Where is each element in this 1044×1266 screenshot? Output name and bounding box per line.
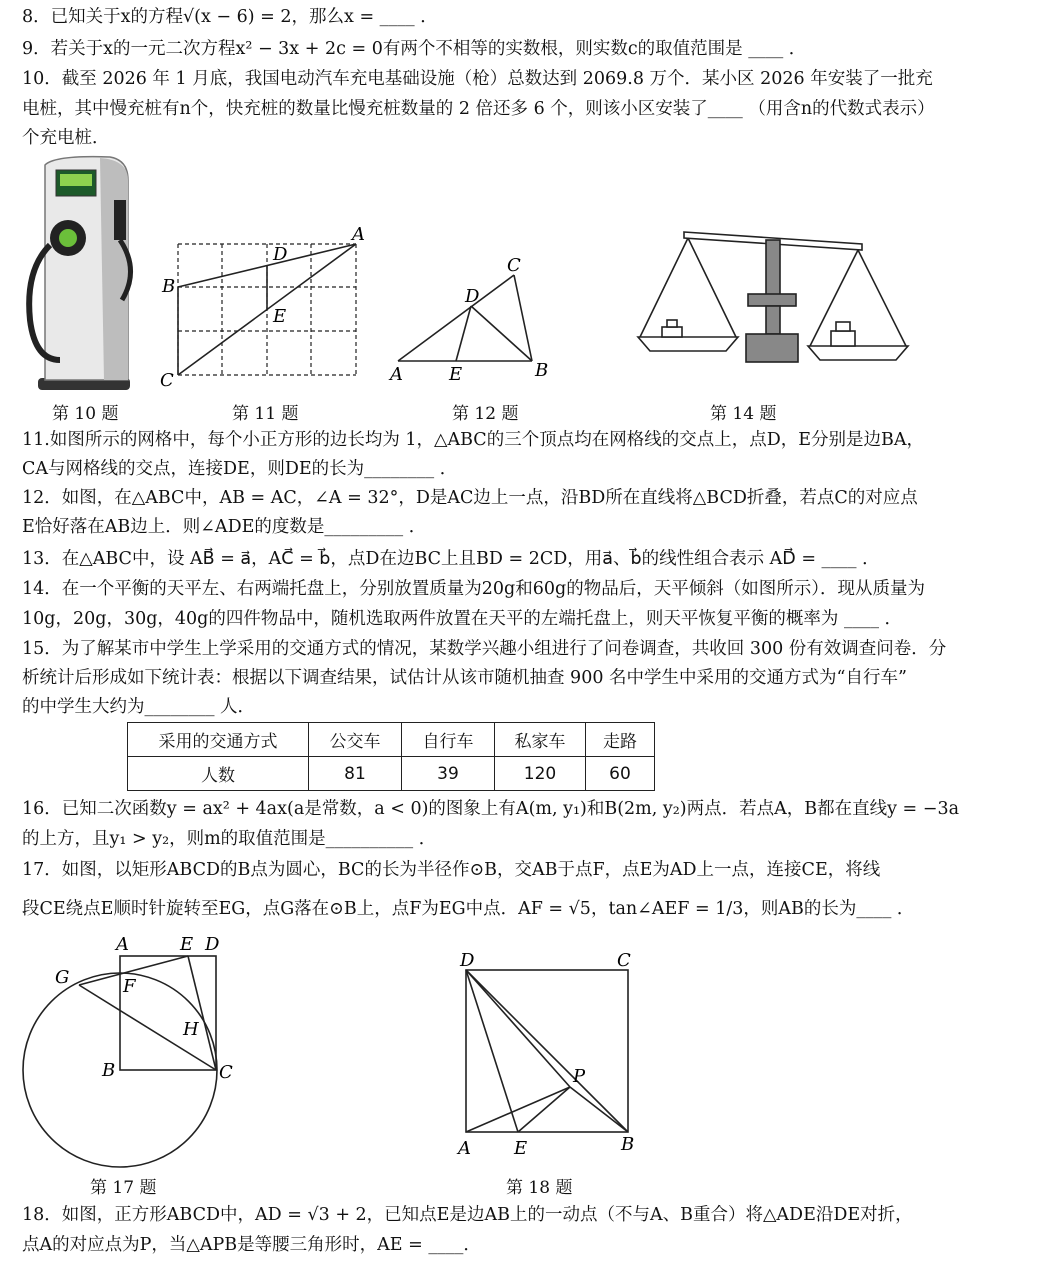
fig18-label-b: B xyxy=(621,1134,635,1155)
table-header-cell: 采用的交通方式 xyxy=(128,723,309,757)
fig18-label-p: P xyxy=(573,1066,586,1087)
fig18-label-c: C xyxy=(617,950,631,971)
table-cell: 81 xyxy=(309,757,402,791)
caption-fig-18: 第 18 题 xyxy=(506,1178,573,1198)
question-12-line-1: 12．如图，在△ABC中，AB = AC，∠A = 32°，D是AC边上一点，沿BD所在直线将△BCD折叠，若点C的对应点 xyxy=(22,488,918,508)
question-18-line-1: 18．如图，正方形ABCD中，AD = √3 + 2，已知点E是边AB上的一动点（不与A、B重合）将△ADE沿DE对折， xyxy=(22,1205,913,1225)
circle-rectangle-figure-17 xyxy=(23,956,217,1167)
question-9: 9．若关于x的一元二次方程x² − 3x + 2c = 0有两个不相等的实数根，则实数c的取值范围是 ____ ． xyxy=(22,39,807,59)
fig17-label-f: F xyxy=(123,976,136,997)
question-10-line-1: 10．截至 2026 年 1 月底，我国电动汽车充电基础设施（枪）总数达到 2069.8 万个．某小区 2026 年安装了一批充 xyxy=(22,69,933,89)
question-15-line-2: 析统计后形成如下统计表：根据以下调查结果，试估计从该市随机抽查 900 名中学生中采用的交通方式为“自行车” xyxy=(22,668,907,688)
question-13: 13．在△ABC中，设 AB⃗ = a⃗，AC⃗ = b⃗，点D在边BC上且BD = 2CD，用a⃗、b⃗的线性组合表示 AD⃗ = ____ ． xyxy=(22,549,880,569)
question-15-line-3: 的中学生大约为________ 人． xyxy=(22,697,256,717)
fig11-label-e: E xyxy=(273,306,287,327)
fig12-label-e: E xyxy=(449,364,463,385)
table-header-cell: 私家车 xyxy=(495,723,586,757)
square-figure-18 xyxy=(466,970,628,1132)
fig11-label-a: A xyxy=(352,224,365,245)
question-14-line-2: 10g，20g，30g，40g的四件物品中，随机选取两件放置在天平的左端托盘上，则天平恢复平衡的概率为 ____ ． xyxy=(22,609,903,629)
fig11-label-d: D xyxy=(273,244,288,265)
caption-fig-17: 第 17 题 xyxy=(90,1178,157,1198)
caption-fig-14: 第 14 题 xyxy=(710,404,777,424)
caption-fig-10: 第 10 题 xyxy=(52,404,119,424)
caption-fig-12: 第 12 题 xyxy=(452,404,519,424)
question-11-line-2: CA与网格线的交点，连接DE，则DE的长为________ ． xyxy=(22,459,458,479)
fig11-label-b: B xyxy=(162,276,176,297)
question-12-line-2: E恰好落在AB边上．则∠ADE的度数是_________ ． xyxy=(22,517,427,537)
question-10-line-2: 电桩，其中慢充桩有n个，快充桩的数量比慢充桩数量的 2 倍还多 6 个，则该小区安装了____ （用含n的代数式表示） xyxy=(22,99,935,119)
question-16-line-2: 的上方，且y₁ > y₂，则m的取值范围是__________ ． xyxy=(22,829,437,849)
fig18-label-a: A xyxy=(458,1138,471,1159)
table-header-cell: 走路 xyxy=(586,723,655,757)
table-cell: 120 xyxy=(495,757,586,791)
fig17-label-e: E xyxy=(180,934,194,955)
question-17-line-1: 17．如图，以矩形ABCD的B点为圆心，BC的长为半径作⊙B，交AB于点F，点E为AD上一点，连接CE，将线 xyxy=(22,860,881,880)
question-10-line-3: 个充电桩． xyxy=(22,128,110,148)
question-14-line-1: 14．在一个平衡的天平左、右两端托盘上，分别放置质量为20g和60g的物品后，天平倾斜（如图所示）．现从质量为 xyxy=(22,579,925,599)
fig11-label-c: C xyxy=(160,370,174,391)
question-8: 8．已知关于x的方程√(x − 6) = 2，那么x = ____ ． xyxy=(22,7,438,27)
question-15-line-1: 15．为了解某市中学生上学采用的交通方式的情况，某数学兴趣小组进行了问卷调查，共收回 300 份有效调查问卷．分 xyxy=(22,639,947,659)
fig17-label-h: H xyxy=(183,1019,199,1040)
fig17-label-g: G xyxy=(55,967,70,988)
question-16-line-1: 16．已知二次函数y = ax² + 4ax(a是常数，a < 0)的图象上有A(m, y₁)和B(2m, y₂)两点．若点A，B都在直线y = −3a xyxy=(22,799,960,819)
fig17-label-b: B xyxy=(102,1060,116,1081)
question-18-line-2: 点A的对应点为P，当△APB是等腰三角形时，AE = ____． xyxy=(22,1235,481,1255)
fig12-label-b: B xyxy=(535,360,549,381)
fig12-label-a: A xyxy=(390,364,403,385)
fig17-label-a: A xyxy=(116,934,129,955)
question-11-line-1: 11.如图所示的网格中，每个小正方形的边长均为 1，△ABC的三个顶点均在网格线的交点上，点D，E分别是边BA， xyxy=(22,430,924,450)
fig17-label-c: C xyxy=(219,1062,233,1083)
table-cell: 人数 xyxy=(128,757,309,791)
question-17-line-2: 段CE绕点E顺时针旋转至EG，点G落在⊙B上，点F为EG中点．AF = √5，tan∠AEF = 1/3，则AB的长为____ ． xyxy=(22,899,915,919)
fig18-label-e: E xyxy=(514,1138,528,1159)
fig18-label-d: D xyxy=(460,950,475,971)
table-header-cell: 自行车 xyxy=(402,723,495,757)
table-header-cell: 公交车 xyxy=(309,723,402,757)
table-cell: 60 xyxy=(586,757,655,791)
fig12-label-c: C xyxy=(507,255,521,276)
caption-fig-11: 第 11 题 xyxy=(232,404,299,424)
fig12-label-d: D xyxy=(465,286,480,307)
fig17-label-d: D xyxy=(205,934,220,955)
table-cell: 39 xyxy=(402,757,495,791)
